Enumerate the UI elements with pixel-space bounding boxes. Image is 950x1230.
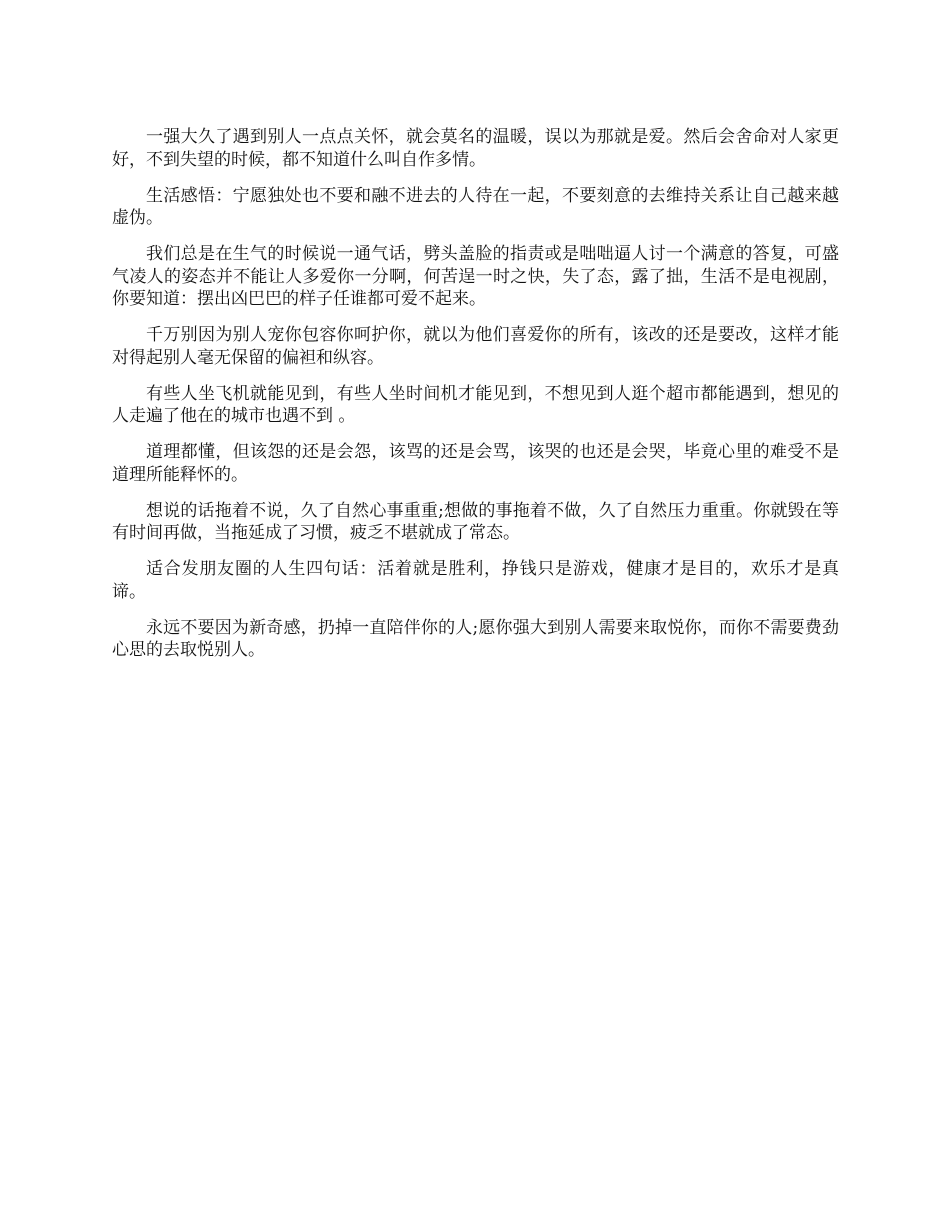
paragraph-9: 永远不要因为新奇感，扔掉一直陪伴你的人;愿你强大到别人需要来取悦你，而你不需要费劲心思的去取悦别人。 xyxy=(112,617,839,660)
paragraph-4: 千万别因为别人宠你包容你呵护你，就以为他们喜爱你的所有，该改的还是要改，这样才能对得起别人毫无保留的偏袒和纵容。 xyxy=(112,325,839,368)
document-body xyxy=(112,126,839,675)
paragraph-8: 适合发朋友圈的人生四句话：活着就是胜利，挣钱只是游戏，健康才是目的，欢乐才是真谛。 xyxy=(112,559,839,602)
paragraph-5: 有些人坐飞机就能见到，有些人坐时间机才能见到，不想见到人逛个超市都能遇到，想见的人走遍了他在的城市也遇不到 。 xyxy=(112,383,839,426)
paragraph-1: 一强大久了遇到别人一点点关怀，就会莫名的温暖，误以为那就是爱。然后会舍命对人家更好，不到失望的时候，都不知道什么叫自作多情。 xyxy=(112,127,839,170)
paragraph-7: 想说的话拖着不说，久了自然心事重重;想做的事拖着不做，久了自然压力重重。你就毁在等有时间再做，当拖延成了习惯，疲乏不堪就成了常态。 xyxy=(112,500,839,543)
paragraph-3: 我们总是在生气的时候说一通气话，劈头盖脸的指责或是咄咄逼人讨一个满意的答复，可盛气凌人的姿态并不能让人多爱你一分啊，何苦逞一时之快，失了态，露了拙，生活不是电视剧，你要知道：摆出凶巴巴的样子任谁都可爱不起来。 xyxy=(112,244,839,309)
paragraph-6: 道理都懂，但该怨的还是会怨，该骂的还是会骂，该哭的也还是会哭，毕竟心里的难受不是道理所能释怀的。 xyxy=(112,442,839,485)
paragraph-2: 生活感悟：宁愿独处也不要和融不进去的人待在一起，不要刻意的去维持关系让自己越来越虚伪。 xyxy=(112,185,839,228)
